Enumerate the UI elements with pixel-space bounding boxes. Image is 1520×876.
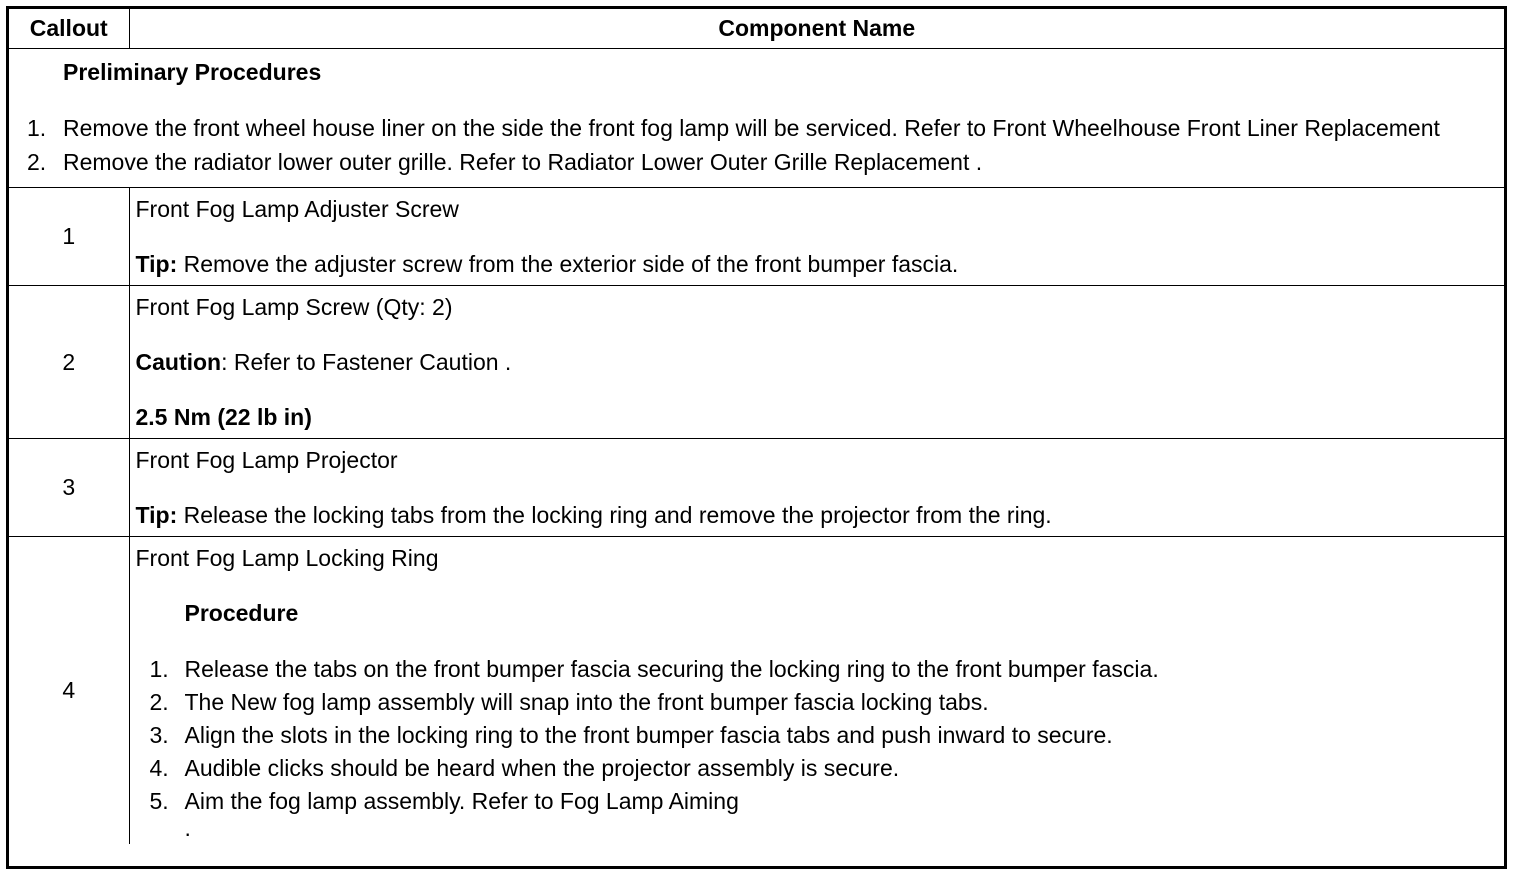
step-number: 3. bbox=[149, 722, 169, 748]
component-note bbox=[136, 249, 1499, 279]
list-item bbox=[136, 752, 1499, 785]
torque-spec: 2.5 Nm (22 lb in) bbox=[135, 404, 312, 430]
step-text: Remove the radiator lower outer grille. Refer to Radiator Lower Outer Grille Replacement . bbox=[63, 149, 983, 175]
list-item bbox=[9, 113, 1504, 143]
note-text: : Refer to Fastener Caution . bbox=[221, 349, 512, 375]
component-name: Front Fog Lamp Adjuster Screw bbox=[135, 196, 459, 222]
table-row bbox=[9, 286, 1504, 439]
note-text: Remove the adjuster screw from the exterior side of the front bumper fascia. bbox=[177, 251, 959, 277]
step-text: Release the tabs on the front bumper fascia securing the locking ring to the front bumper fascia. bbox=[184, 656, 1159, 682]
note-label: Tip: bbox=[135, 502, 178, 528]
table-row bbox=[9, 188, 1504, 286]
component-note bbox=[136, 500, 1499, 530]
preliminary-steps bbox=[9, 113, 1504, 177]
component-cell bbox=[130, 537, 1505, 844]
procedure-title: Procedure bbox=[184, 600, 299, 626]
component-name: Front Fog Lamp Locking Ring bbox=[135, 545, 439, 571]
table-row bbox=[9, 537, 1504, 845]
callout-number: 1 bbox=[9, 188, 129, 286]
step-text: Align the slots in the locking ring to the front bumper fascia tabs and push inward to secure. bbox=[184, 722, 1113, 748]
callout-table-frame bbox=[6, 6, 1507, 869]
component-cell bbox=[130, 286, 1505, 438]
step-text: Audible clicks should be heard when the projector assembly is secure. bbox=[184, 755, 900, 781]
component-name: Front Fog Lamp Projector bbox=[135, 447, 398, 473]
step-text: Remove the front wheel house liner on the side the front fog lamp will be serviced. Refer to Front Wheelhouse Front Liner Replacement bbox=[63, 115, 1440, 141]
component-note bbox=[136, 347, 1499, 377]
callout-number: 2 bbox=[9, 286, 129, 439]
note-text: Release the locking tabs from the locking ring and remove the projector from the ring. bbox=[177, 502, 1052, 528]
callout-number: 4 bbox=[9, 537, 129, 845]
list-item bbox=[136, 686, 1499, 719]
note-label: Tip: bbox=[135, 251, 178, 277]
list-item bbox=[136, 653, 1499, 686]
step-number: 1. bbox=[27, 115, 47, 141]
preliminary-row bbox=[9, 49, 1504, 188]
callout-number: 3 bbox=[9, 439, 129, 537]
step-number: 2. bbox=[149, 689, 169, 715]
preliminary-procedures bbox=[9, 49, 1504, 187]
step-text: Aim the fog lamp assembly. Refer to Fog Lamp Aiming bbox=[184, 788, 739, 814]
step-number: 5. bbox=[149, 788, 169, 814]
step-text: The New fog lamp assembly will snap into the front bumper fascia locking tabs. bbox=[184, 689, 989, 715]
component-name: Front Fog Lamp Screw (Qty: 2) bbox=[135, 294, 453, 320]
list-item bbox=[136, 785, 1499, 818]
step-number: 2. bbox=[27, 149, 47, 175]
callout-table bbox=[9, 9, 1504, 844]
procedure-steps bbox=[136, 653, 1499, 818]
component-cell bbox=[130, 439, 1505, 536]
list-item bbox=[9, 147, 1504, 177]
note-label: Caution bbox=[135, 349, 222, 375]
trailing-period: . bbox=[184, 815, 191, 841]
header-callout: Callout bbox=[9, 9, 129, 49]
preliminary-title: Preliminary Procedures bbox=[63, 59, 322, 85]
list-item bbox=[136, 719, 1499, 752]
header-row bbox=[9, 9, 1504, 49]
step-number: 4. bbox=[149, 755, 169, 781]
table-row bbox=[9, 439, 1504, 537]
component-cell bbox=[130, 188, 1505, 285]
header-component-name: Component Name bbox=[129, 9, 1504, 49]
step-number: 1. bbox=[149, 656, 169, 682]
